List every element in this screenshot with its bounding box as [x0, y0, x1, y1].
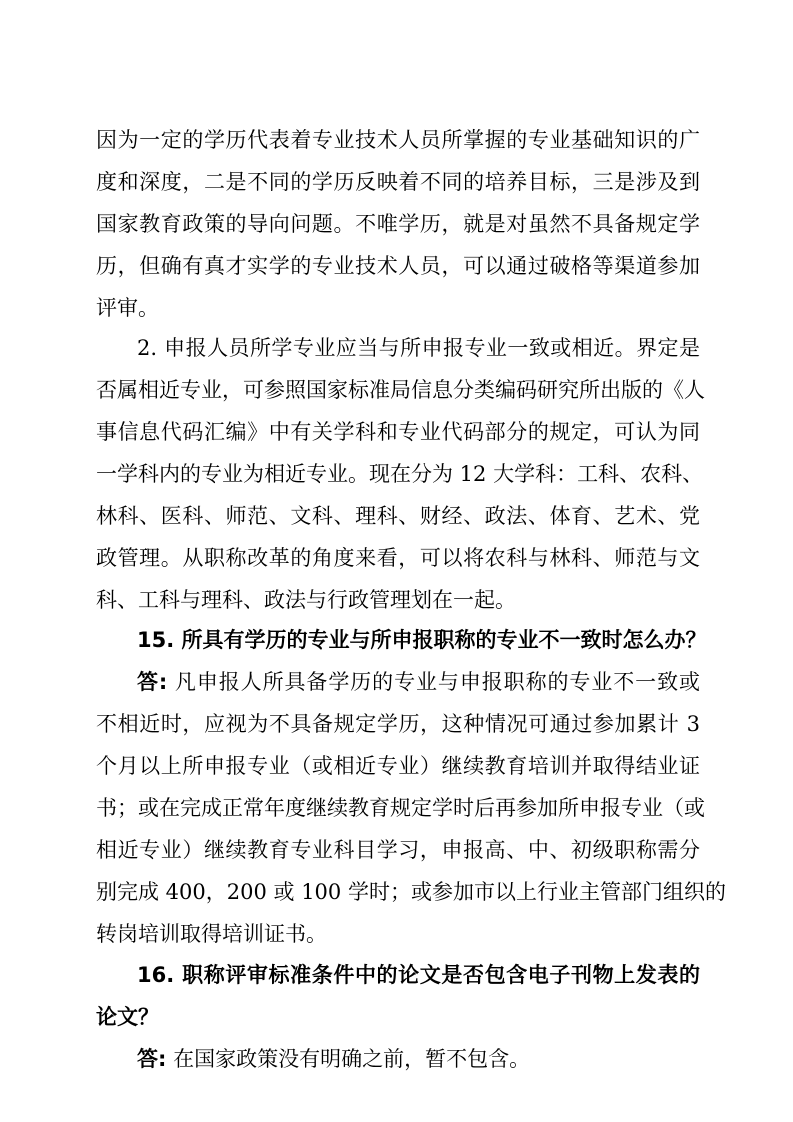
- question-heading-16-cont: 论文？: [96, 1005, 159, 1029]
- text-line: 历，但确有真才实学的专业技术人员，可以通过破格等渠道参加: [96, 254, 700, 278]
- text-line: 个月以上所申报专业（或相近专业）继续教育培训并取得结业证: [96, 754, 700, 778]
- text-line: 一学科内的专业为相近专业。现在分为 12 大学科：工科、农科、: [96, 462, 704, 486]
- text-line: 转岗培训取得培训证书。: [96, 922, 327, 946]
- text-line: 科、工科与理科、政法与行政管理划在一起。: [96, 588, 516, 612]
- answer-line-15: [137, 662, 700, 702]
- answer-text: 在国家政策没有明确之前，暂不包含。: [173, 1047, 531, 1071]
- text-line: 2. 申报人员所学专业应当与所申报专业一致或相近。界定是: [137, 336, 700, 360]
- text-line: 别完成 400，200 或 100 学时；或参加市以上行业主管部门组织的: [96, 880, 726, 904]
- text-line: 事信息代码汇编》中有关学科和专业代码部分的规定，可认为同: [96, 420, 700, 444]
- question-heading-15: 15. 所具有学历的专业与所申报职称的专业不一致时怎么办？: [137, 628, 707, 652]
- answer-label: 答:: [137, 670, 168, 694]
- text-line: 国家教育政策的导向问题。不唯学历，就是对虽然不具备规定学: [96, 212, 700, 236]
- text-line: 相近专业）继续教育专业科目学习，申报高、中、初级职称需分: [96, 838, 700, 862]
- text-line: 因为一定的学历代表着专业技术人员所掌握的专业基础知识的广: [96, 128, 700, 152]
- text-line: 政管理。从职称改革的角度来看，可以将农科与林科、师范与文: [96, 546, 700, 570]
- answer-label: 答:: [137, 1047, 167, 1071]
- answer-text: 凡申报人所具备学历的专业与申报职称的专业不一致或: [174, 670, 700, 694]
- text-line: 否属相近专业，可参照国家标准局信息分类编码研究所出版的《人: [96, 378, 705, 402]
- answer-line-16: [137, 1039, 700, 1079]
- text-line: 不相近时，应视为不具备规定学历，这种情况可通过参加累计 3: [96, 712, 700, 736]
- question-heading-16: 16. 职称评审标准条件中的论文是否包含电子刊物上发表的: [137, 963, 700, 987]
- text-line: 林科、医科、师范、文科、理科、财经、政法、体育、艺术、党: [96, 504, 700, 528]
- text-line: 书；或在完成正常年度继续教育规定学时后再参加所申报专业（或: [96, 796, 705, 820]
- text-line: 评审。: [96, 296, 159, 320]
- text-line: 度和深度，二是不同的学历反映着不同的培养目标，三是涉及到: [96, 170, 700, 194]
